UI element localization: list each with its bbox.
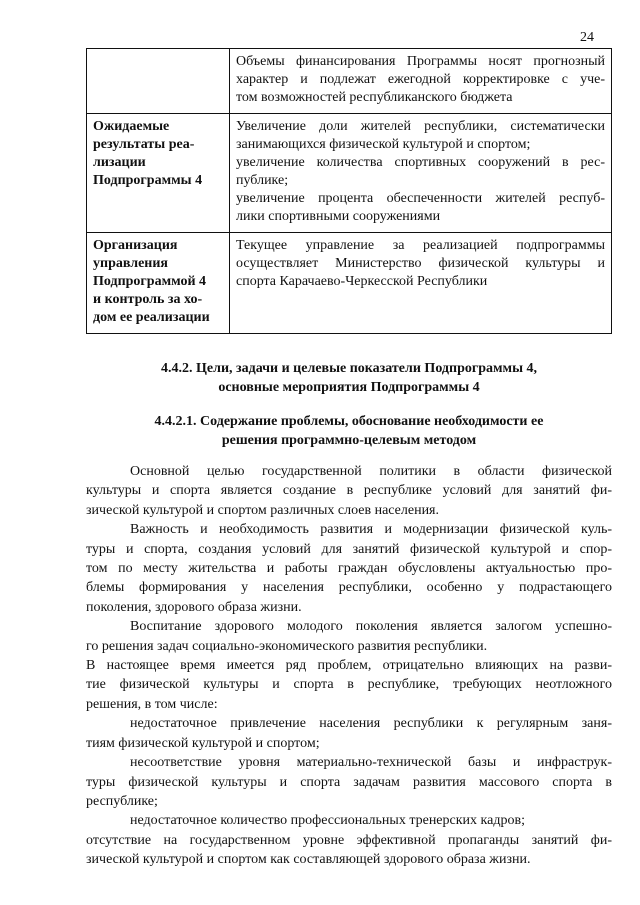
paragraph-line: поколения, здорового образа жизни.: [86, 599, 302, 615]
paragraph-line: Основной целью государственной политики в области физической: [130, 464, 612, 479]
subsection-heading: [86, 412, 612, 450]
label-line: лизации: [93, 155, 146, 170]
page-number: 24: [580, 30, 594, 45]
text-line: осуществляет Министерство физической культуры и: [236, 256, 605, 271]
label-line: Подпрограммы 4: [93, 173, 203, 188]
paragraph-line: Важность и необходимость развития и модернизации физической куль-: [130, 522, 612, 538]
paragraph-line: несоответствие уровня материально-технической базы и инфраструк-: [130, 755, 612, 771]
row-value-management: [230, 233, 612, 334]
text-line: занимающихся физической культурой и спортом;: [236, 137, 531, 152]
paragraph-line: том по месту жительства и работы граждан обусловлены актуальностью про-: [86, 561, 612, 577]
paragraph-line: недостаточное количество профессиональных тренерских кадров;: [130, 813, 525, 829]
label-line: и контроль за хо-: [93, 292, 203, 307]
text-line: том возможностей республиканского бюджета: [236, 90, 513, 105]
heading-line: основные мероприятия Подпрограммы 4: [218, 380, 480, 395]
label-line: Подпрограммой 4: [93, 274, 207, 289]
paragraph-line: республике;: [86, 793, 158, 809]
paragraph-line: недостаточное привлечение населения республики к регулярным заня-: [130, 716, 612, 732]
table-row-expected-results: [87, 114, 612, 233]
text-line: увеличение количества спортивных сооружений в рес-: [236, 155, 605, 170]
text-line: Текущее управление за реализацией подпрограммы: [236, 238, 605, 253]
row-label-financing: [87, 49, 230, 114]
row-value-financing: [230, 49, 612, 114]
heading-line: 4.4.2.1. Содержание проблемы, обоснование необходимости ее: [154, 414, 544, 429]
paragraph-line: го решения задач социально-экономического развития республики.: [86, 638, 488, 654]
text-line: спорта Карачаево-Черкесской Республики: [236, 274, 488, 289]
paragraph-line: туры физической культуры и спорта задачам развития массового спорта в: [86, 774, 612, 790]
text-line: лики спортивными сооружениями: [236, 209, 441, 224]
label-line: результаты реа-: [93, 137, 195, 152]
text-line: характер и подлежат ежегодной корректировке с уче-: [236, 72, 605, 87]
passport-table: [86, 48, 612, 334]
paragraph-line: тиям физической культурой и спортом;: [86, 735, 320, 751]
heading-line: 4.4.2. Цели, задачи и целевые показатели Подпрограммы 4,: [160, 361, 538, 376]
paragraph-line: туры и спорта, создания условий для занятий физической культурой и спор-: [86, 541, 612, 557]
text-line: Объемы финансирования Программы носят прогнозный: [236, 54, 605, 69]
label-line: Организация: [93, 238, 178, 253]
row-label-management: [87, 233, 230, 334]
paragraph-line: зической культурой и спортом как составляющей здорового образа жизни.: [86, 852, 531, 868]
paragraph-line: тие физической культуры и спорта в республике, требующих неотложного: [86, 677, 612, 693]
text-line: Увеличение доли жителей республики, систематически: [236, 119, 605, 134]
label-line: дом ее реализации: [93, 310, 210, 325]
paragraph-line: Воспитание здорового молодого поколения является залогом успешно-: [130, 619, 612, 635]
paragraph-line: блемы формирования у населения республики, особенно у подрастающего: [86, 580, 612, 596]
table-row-management: [87, 233, 612, 334]
paragraph-line: решения, в том числе:: [86, 696, 218, 712]
body-text: [86, 462, 612, 870]
row-value-expected-results: [230, 114, 612, 233]
label-line: Ожидаемые: [93, 119, 170, 134]
label-line: управления: [93, 256, 169, 271]
paragraph-line: культуры и спорта является создание в республике условий для занятий фи-: [86, 483, 612, 499]
table-row-financing: [87, 49, 612, 114]
paragraph-line: В настоящее время имеется ряд проблем, отрицательно влияющих на разви-: [86, 658, 612, 674]
heading-line: решения программно-целевым методом: [221, 433, 477, 448]
text-line: увеличение процента обеспеченности жителей респуб-: [236, 191, 605, 206]
section-heading: [86, 359, 612, 397]
text-line: публике;: [236, 173, 289, 188]
paragraph-line: зической культурой и спортом различных слоев населения.: [86, 502, 440, 518]
paragraph-line: отсутствие на государственном уровне эффективной пропаганды занятий фи-: [86, 832, 612, 848]
row-label-expected-results: [87, 114, 230, 233]
